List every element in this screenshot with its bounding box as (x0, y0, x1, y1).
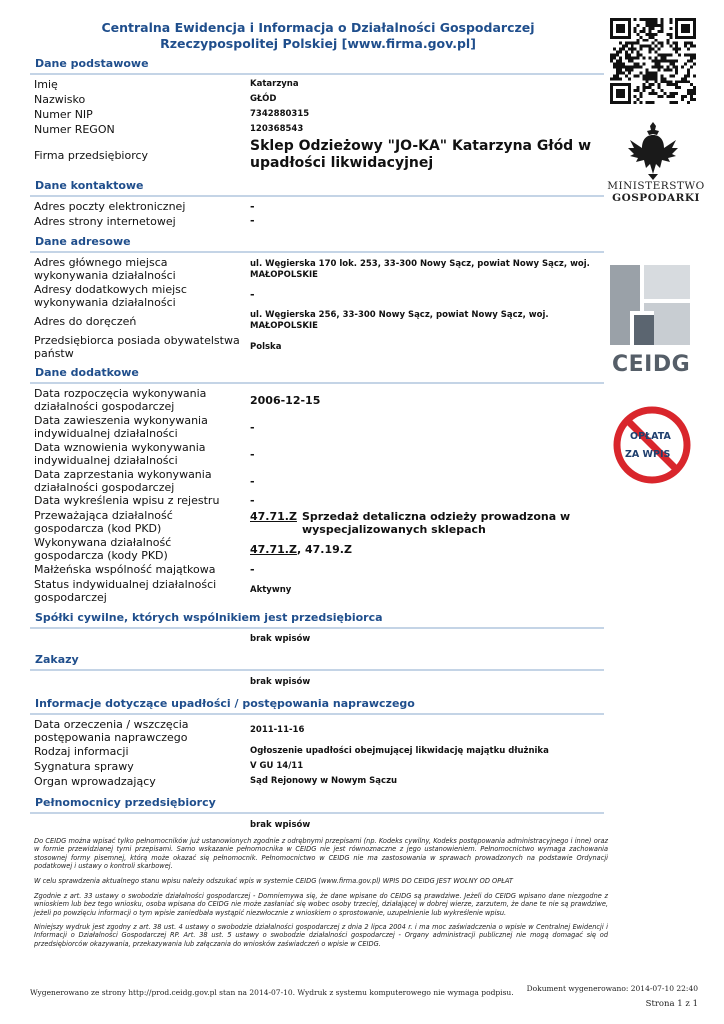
marital-property-label: Małżeńska wspólność majątkowa (34, 563, 216, 576)
note-art38: Niniejszy wydruk jest zgodny z art. 38 ust. 4 ustawy o swobodzie działalności gospodarczej z dnia 2 lipca 2004 r. i ma moc zaświadczenia o wpisie w Centralnej Ewidencji i Informacji o Działalności Gospodarczej RP. Art. 38 ust. 5 ustawy o swobodzie działalności gospodarczej - Organy administracji publicznej nie mogą domagać się od przedsiębiorców okazywania, przekazywania lub załączania do wniosków zaświadczeń o wpisie w CEIDG. (34, 923, 608, 948)
qr-code-icon (610, 18, 696, 104)
eagle-emblem-icon (624, 118, 682, 180)
note-verification: W celu sprawdzenia aktualnego stanu wpisu należy odszukać wpis w systemie CEIDG (www.firma.gov.pl) WPIS DO CEIDG JEST WOLNY OD OPŁAT (34, 877, 513, 885)
document-title (30, 20, 606, 52)
stamp-text-line-2: ZA WPIS (625, 449, 671, 460)
nip-value: 7342880315 (250, 109, 310, 119)
bans-empty: brak wpisów (250, 677, 311, 687)
section-bans-title: Zakazy (35, 653, 79, 666)
start-date-value: 2006-12-15 (250, 394, 321, 407)
case-signature-label: Sygnatura sprawy (34, 760, 134, 773)
case-signature-value: V GU 14/11 (250, 761, 304, 771)
suspend-date-value: - (250, 421, 255, 434)
delivery-address-value: ul. Węgierska 256, 33-300 Nowy Sącz, powiat Nowy Sącz, woj. MAŁOPOLSKIE (250, 310, 549, 331)
pkd-code-secondary: 47.19.Z (304, 543, 352, 556)
website-value: - (250, 214, 255, 227)
note-art33: Zgodnie z art. 33 ustawy o swobodzie działalności gospodarczej - Domniemywa się, że dane wpisane do CEIDG są prawdziwe. Jeżeli do CEIDG wpisano dane niezgodne z wnioskiem lub bez tego wniosku, osoba wpisana do CEIDG nie może zasłaniać się wobec osoby trzeciej, działającej w dobrej wierze, zarzutem, że dane te nie są prawdziwe, jeżeli po powzięciu informacji o tym wpisie zaniedbała wystąpić niezwłocznie z wnioskiem o sprostowanie, uzupełnienie lub wykreślenie wpisu. (34, 892, 608, 917)
note-proxies: Do CEIDG można wpisać tylko pełnomocników już ustanowionych zgodnie z odrębnymi przepisami (np. Kodeks cywilny, Kodeks postępowania administracyjnego i inne) oraz w formie przewidzianej tymi przepisami. Samo wskazanie pełnomocnika w CEIDG nie jest równoznaczne z jego ustanowieniem. Pełnomocnictwo wymaga zachowania stosownej formy pisemnej, którą może okazać się pełnomocnik. Pełnomocnictwo w CEIDG nie ma zastosowania w sprawach prowadzonych na podstawie Ordynacji podatkowej i ustawy o kontroli skarbowej. (34, 837, 608, 871)
email-value: - (250, 200, 255, 213)
section-address-title: Dane adresowe (35, 235, 131, 248)
section-additional (30, 365, 604, 384)
pkd-code-link[interactable]: 47.71.Z (250, 543, 297, 556)
extra-address-label: Adresy dodatkowych miejsc wykonywania działalności (34, 283, 187, 309)
regon-value: 120368543 (250, 124, 304, 134)
pkd-main-code-link[interactable]: 47.71.Z (250, 510, 297, 523)
footer-right (527, 984, 698, 1015)
section-address (30, 234, 604, 253)
last-name-value: GŁÓD (250, 94, 277, 104)
regon-label: Numer REGON (34, 123, 115, 136)
document-title-line-1: Centralna Ewidencja i Informacja o Działalności Gospodarczej (101, 20, 535, 35)
section-proxies (30, 795, 604, 814)
section-bankruptcy (30, 696, 604, 715)
entering-body-value: Sąd Rejonowy w Nowym Sączu (250, 776, 398, 786)
nip-label: Numer NIP (34, 108, 93, 121)
deletion-date-label: Data wykreślenia wpisu z rejestru (34, 494, 220, 507)
info-type-value: Ogłoszenie upadłości obejmującej likwidację majątku dłużnika (250, 746, 549, 756)
section-basic (30, 56, 604, 75)
extra-address-value: - (250, 288, 255, 301)
no-fee-stamp-icon (612, 405, 692, 485)
delivery-address-label: Adres do doręczeń (34, 315, 137, 328)
resume-date-value: - (250, 448, 255, 461)
ceidg-logo-text: CEIDG (612, 352, 691, 377)
bankruptcy-date-value: 2011-11-16 (250, 725, 305, 735)
citizenship-label: Przedsiębiorca posiada obywatelstwa państw (34, 334, 240, 360)
business-status-value: Aktywny (250, 585, 292, 595)
section-bankruptcy-title: Informacje dotyczące upadłości / postępowania naprawczego (35, 697, 415, 710)
pkd-main-description: Sprzedaż detaliczna odzieży prowadzona w wyspecjalizowanych sklepach (301, 510, 571, 536)
pkd-main-label: Przeważająca działalność gospodarcza (kod PKD) (34, 509, 173, 535)
section-partnerships (30, 610, 604, 629)
footer-generated-from: Wygenerowano ze strony http://prod.ceidg.gov.pl stan na 2014-07-10. Wydruk z systemu komputerowego nie wymaga podpisu. (30, 988, 514, 997)
footer-page-number: Strona 1 z 1 (645, 999, 698, 1009)
section-contact (30, 178, 604, 197)
pkd-codes-value (250, 543, 600, 556)
section-basic-title: Dane podstawowe (35, 57, 149, 70)
business-status-label: Status indywidualnej działalności gospodarczej (34, 578, 217, 604)
pkd-main-value (250, 510, 590, 536)
footer-generated-at: Dokument wygenerowano: 2014-07-10 22:40 (526, 984, 698, 993)
main-address-value: ul. Węgierska 170 lok. 253, 33-300 Nowy Sącz, powiat Nowy Sącz, woj. MAŁOPOLSKIE (250, 259, 590, 280)
ministry-name (606, 180, 706, 204)
company-label: Firma przedsiębiorcy (34, 149, 149, 162)
main-address-label: Adres głównego miejsca wykonywania działalności (34, 256, 176, 282)
section-partnerships-title: Spółki cywilne, których wspólnikiem jest przedsiębiorca (35, 611, 383, 624)
section-proxies-title: Pełnomocnicy przedsiębiorcy (35, 796, 216, 809)
cease-date-value: - (250, 475, 255, 488)
last-name-label: Nazwisko (34, 93, 86, 106)
email-label: Adres poczty elektronicznej (34, 200, 186, 213)
citizenship-value: Polska (250, 342, 282, 352)
section-bans (30, 652, 604, 671)
section-additional-title: Dane dodatkowe (35, 366, 139, 379)
deletion-date-value: - (250, 494, 255, 507)
section-contact-title: Dane kontaktowe (35, 179, 144, 192)
bankruptcy-date-label: Data orzeczenia / wszczęcia postępowania naprawczego (34, 718, 189, 744)
stamp-text-line-1: OPŁATA (630, 431, 671, 442)
pkd-code-separator: , (296, 543, 305, 556)
ministry-name-line-1: MINISTERSTWO (607, 180, 705, 192)
ministry-name-line-2: GOSPODARKI (612, 192, 700, 204)
cease-date-label: Data zaprzestania wykonywania działalności gospodarczej (34, 468, 212, 494)
start-date-label: Data rozpoczęcia wykonywania działalności gospodarczej (34, 387, 207, 413)
proxies-empty: brak wpisów (250, 820, 311, 830)
website-label: Adres strony internetowej (34, 215, 176, 228)
marital-property-value: - (250, 563, 255, 576)
entering-body-label: Organ wprowadzający (34, 775, 156, 788)
resume-date-label: Data wznowienia wykonywania indywidualnej działalności (34, 441, 206, 467)
document-title-line-2: Rzeczypospolitej Polskiej [www.firma.gov.pl] (160, 36, 476, 51)
info-type-label: Rodzaj informacji (34, 745, 129, 758)
first-name-value: Katarzyna (250, 79, 299, 89)
pkd-codes-label: Wykonywana działalność gospodarcza (kody PKD) (34, 536, 172, 562)
suspend-date-label: Data zawieszenia wykonywania indywidualnej działalności (34, 414, 208, 440)
company-value: Sklep Odzieżowy "JO-KA" Katarzyna Głód w upadłości likwidacyjnej (250, 138, 592, 171)
partnerships-empty: brak wpisów (250, 634, 311, 644)
first-name-label: Imię (34, 78, 58, 91)
